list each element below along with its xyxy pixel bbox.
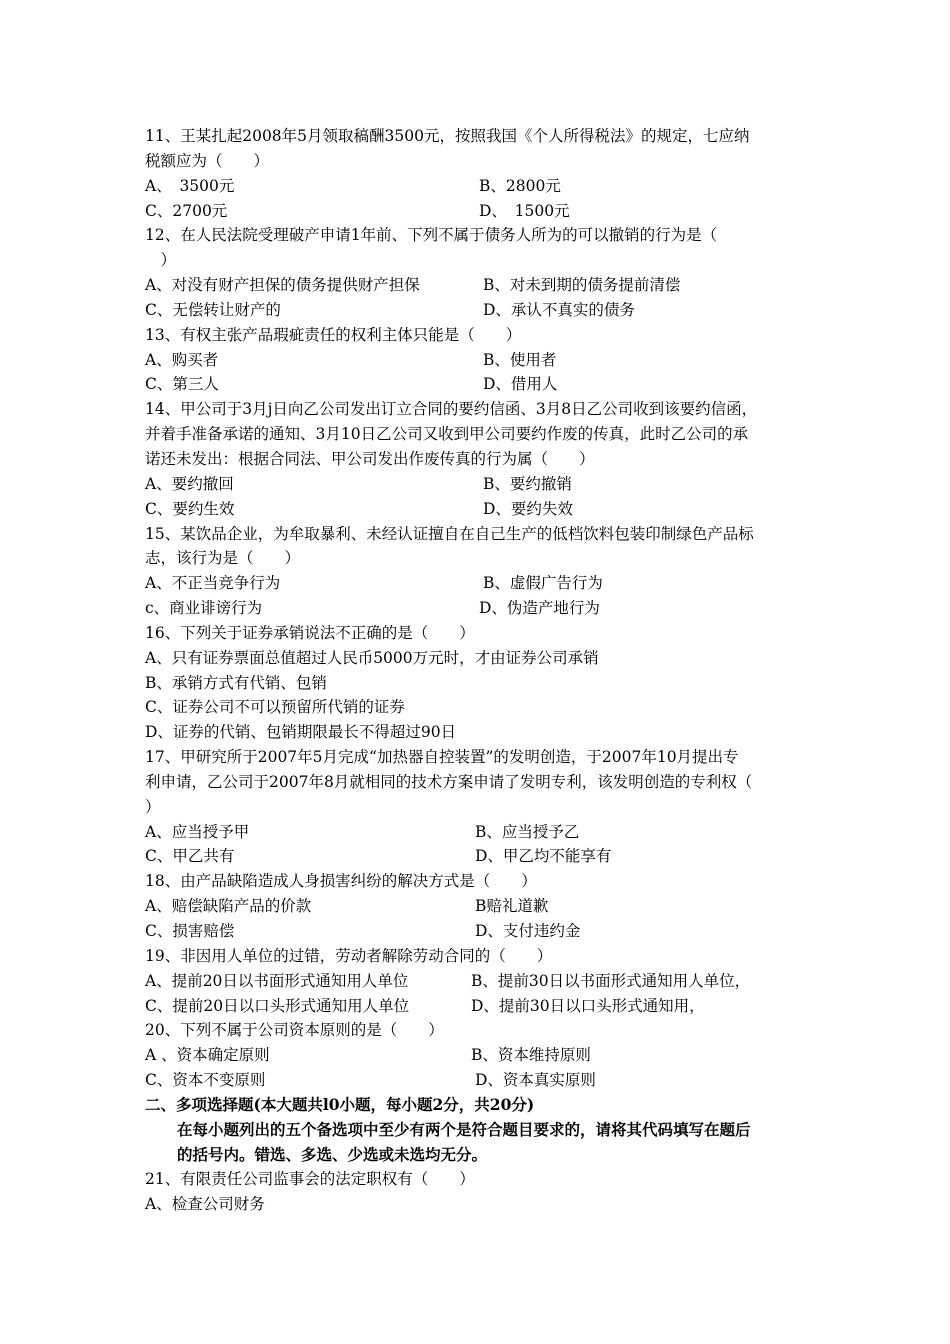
text-line [145,1192,810,1217]
text-line [145,199,810,224]
option-left: C、2700元 [145,201,228,220]
text-line [145,1043,810,1068]
line-text: ） [145,251,177,270]
option-right: B赔礼道歉 [475,897,549,916]
text-line [145,298,810,323]
text-line [145,596,810,621]
text-line [145,1118,810,1143]
line-text: 税额应为（ ） [145,151,270,170]
line-text: A、只有证券票面总值超过人民币5000万元时，才由证券公司承销 [145,648,599,667]
option-left: c、商业诽谤行为 [145,599,263,618]
text-line [145,1143,810,1168]
line-text: 20、下列不属于公司资本原则的是（ ） [145,1021,444,1040]
line-text: 11、王某扎起2008年5月领取稿酬3500元，按照我国《个人所得税法》的规定，七应纳 [145,127,750,145]
text-line [145,372,810,397]
line-text: D、证券的代销、包销期限最长不得超过90日 [145,723,457,742]
text-line [145,720,810,745]
option-right: D、承认不真实的债务 [483,300,635,319]
option-right: B、应当授予乙 [475,822,580,841]
text-line [145,422,810,447]
option-right: B、资本维持原则 [471,1046,591,1065]
text-line [145,447,810,472]
option-right: D、借用人 [483,375,558,394]
line-text: ） [145,797,161,816]
line-text: 12、在人民法院受理破产申请1年前、下列不属于债务人所为的可以撤销的行为是（ [145,226,718,245]
text-line [145,695,810,720]
option-right: D、要约失效 [483,499,573,518]
line-text: A、检查公司财务 [145,1195,265,1214]
option-right: B、使用者 [483,350,557,369]
option-right: D、资本真实原则 [475,1071,596,1090]
text-line [145,919,810,944]
line-text: 18、由产品缺陷造成人身损害纠纷的解决方式是（ ） [145,872,537,891]
option-left: A、提前20日以书面形式通知用人单位 [145,971,409,990]
line-text: 21、有限责任公司监事会的法定职权有（ ） [145,1170,475,1189]
text-line [145,994,810,1019]
option-left: A、不正当竞争行为 [145,574,281,593]
option-right: D、 1500元 [479,201,570,220]
line-text: 19、非因用人单位的过错，劳动者解除劳动合同的（ ） [145,946,553,965]
option-left: C、无偿转让财产的 [145,300,281,319]
option-left: C、资本不变原则 [145,1071,266,1090]
option-right: B、要约撤销 [483,474,572,493]
text-line [145,969,810,994]
text-line [145,745,810,770]
text-line [145,546,810,571]
line-text: B、承销方式有代销、包销 [145,673,327,692]
option-right: B、提前30日以书面形式通知用人单位， [471,971,751,990]
text-line [145,1018,810,1043]
text-line [145,1167,810,1192]
text-line [145,844,810,869]
option-left: A、应当授予甲 [145,822,250,841]
text-line [145,869,810,894]
line-text: C、证券公司不可以预留所代销的证券 [145,698,405,717]
exam-content [145,124,810,1217]
line-text: 利申请，乙公司于2007年8月就相同的技术方案申请了发明专利，该发明创造的专利权（ [145,772,753,791]
text-line [145,621,810,646]
text-line [145,149,810,174]
line-text: 17、甲研究所于2007年5月完成“加热器自控装置”的发明创造，于2007年10月提出专 [145,748,739,767]
line-text: 在每小题列出的五个备选项中至少有两个是符合题目要求的，请将其代码填写在题后 [177,1119,751,1139]
line-text: 13、有权主张产品瑕疵责任的权利主体只能是（ ） [145,325,522,344]
line-text: 并着手准备承诺的通知、3月10日乙公司又收到甲公司要约作废的传真，此时乙公司的承 [145,425,749,444]
option-left: C、要约生效 [145,499,235,518]
option-right: B、对未到期的债务提前清偿 [483,276,681,295]
option-left: A、对没有财产担保的债务提供财产担保 [145,276,420,295]
text-line [145,348,810,373]
option-left: A 、资本确定原则 [145,1046,270,1065]
line-text: 14、甲公司于3月j日向乙公司发出订立合同的要约信函、3月8日乙公司收到该要约信函， [145,400,758,419]
text-line [145,223,810,248]
line-text: 志，该行为是（ ） [145,549,301,568]
option-left: C、损害赔偿 [145,922,235,940]
text-line [145,944,810,969]
text-line [145,497,810,522]
text-line [145,646,810,671]
text-line [145,397,810,422]
text-line [145,894,810,919]
text-line [145,1093,810,1118]
option-left: C、第三人 [145,375,219,394]
option-right: B、2800元 [479,176,561,195]
option-left: A、购买者 [145,350,219,369]
option-left: A、要约撤回 [145,474,234,493]
option-left: A、赔偿缺陷产品的价款 [145,897,312,916]
text-line [145,273,810,298]
text-line [145,248,810,273]
option-right: D、甲乙均不能享有 [475,847,612,866]
option-left: A、 3500元 [145,176,235,195]
option-right: D、提前30日以口头形式通知用， [471,996,705,1015]
text-line [145,124,810,149]
text-line [145,522,810,547]
line-text: 的括号内。错选、多选、少选或未选均无分。 [177,1144,488,1164]
line-text: 16、下列关于证券承销说法不正确的是（ ） [145,623,475,642]
text-line [145,1068,810,1093]
line-text: 二、多项选择题(本大题共l0小题，每小题2分，共20分) [145,1094,535,1114]
line-text: 诺还未发出：根据合同法、甲公司发出作废传真的行为属（ ） [145,449,595,468]
option-left: C、甲乙共有 [145,847,235,866]
text-line [145,174,810,199]
text-line [145,671,810,696]
text-line [145,770,810,795]
text-line [145,571,810,596]
text-line [145,820,810,845]
option-right: D、支付违约金 [475,922,581,940]
option-right: D、伪造产地行为 [479,599,600,618]
text-line [145,323,810,348]
text-line [145,472,810,497]
option-left: C、提前20日以口头形式通知用人单位 [145,996,410,1015]
option-right: B、虚假广告行为 [483,574,603,593]
line-text: 15、某饮品企业，为牟取暴利、未经认证擅自在自己生产的低档饮料包装印制绿色产品标 [145,524,754,543]
text-line [145,795,810,820]
